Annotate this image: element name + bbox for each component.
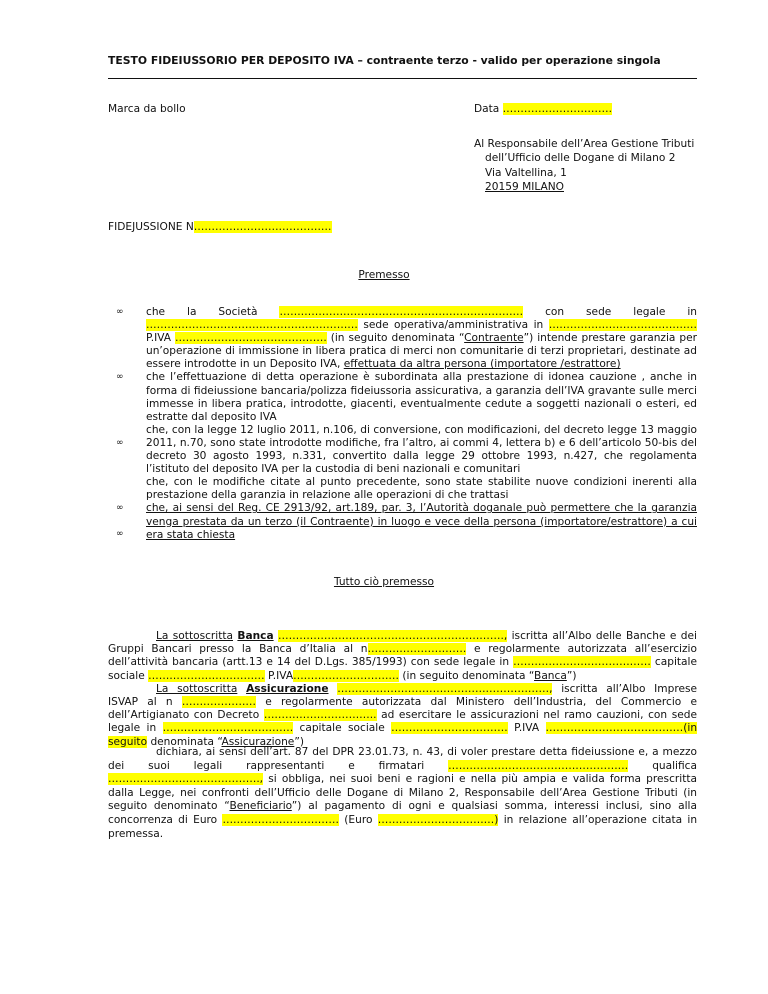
address-line-2: dell’Ufficio delle Dogane di Milano 2: [485, 152, 676, 165]
premesso-list: [146, 306, 697, 542]
premesso-heading: Premesso: [358, 269, 410, 281]
bullet-icon: ∞: [116, 438, 124, 448]
banca-sede-field[interactable]: …………………………………: [513, 656, 651, 669]
bullet-icon: ∞: [116, 307, 124, 317]
date-field[interactable]: ………………………….: [502, 103, 612, 115]
bullet-icon: ∞: [116, 503, 124, 513]
sede-legale-field[interactable]: ……………………………………………………: [146, 319, 358, 332]
fidejussione-number-field[interactable]: …………………………………: [193, 221, 332, 233]
document-title: TESTO FIDEIUSSORIO PER DEPOSITO IVA – contraente terzo - valido per operazione singola: [108, 54, 661, 67]
address-line-3: Via Valtellina, 1: [485, 166, 567, 179]
bullet-icon: ∞: [116, 372, 124, 382]
assic-sede-field[interactable]: ……………………………….: [162, 722, 294, 735]
societa-field[interactable]: ……………………………………………………………: [279, 306, 524, 318]
tutto-premesso-heading: Tutto ciò premesso: [333, 576, 435, 588]
premesso-item-5: che, ai sensi del Reg. CE 2913/92, art.189, par. 3, l’Autorità doganale può permettere che la garanzia venga prestata da un terzo (il Contraente) in luogo e vece della persona (importatore/estrattore) a cui era stata chiesta: [146, 502, 697, 541]
premesso-item-1: che la Società …………………………………………………………… con sede legale in …………………………………………………… sede operativa/amministrativa in …………………………………… P.IVA ……………………………………. (in seguito denominata “Contraente”) intende prestare garanzia per un’operazione di immissione in libera pratica di merci non comunitarie di terzi proprietari, destinate ad essere introdotte in un Deposito IVA, effettuata da altra persona (importatore /estrattore): [146, 306, 698, 371]
sede-operativa-field[interactable]: ……………………………………: [548, 319, 698, 332]
date-label: Data: [474, 103, 500, 115]
dichiarazione-paragraph: dichiara, ai sensi dell’art. 87 del DPR 23.01.73, n. 43, di voler prestare detta fideiussione e, a mezzo dei suoi legali rappresentanti e firmatari …………………………………………… qualifica ……………………………………., si obbliga, nei suoi beni e ragioni e nella più ampia e valida forma prescritta dalla Legge, nei confronti dell’Ufficio delle Dogane di Milano 2, Responsabile dell’Area Gestione Tributi (in seguito denominato “Beneficiario”) al pagamento di ogni e qualsiasi somma, interessi inclusi, sino alla concorrenza di Euro …………………………… (Euro ……………………………) in relazione all’operazione citata in premessa.: [108, 746, 698, 840]
marca-da-bollo: Marca da bollo: [108, 103, 186, 115]
address-line-1: Al Responsabile dell’Area Gestione Tributi: [474, 138, 695, 150]
title-rule: [108, 78, 697, 79]
bullet-icon: ∞: [116, 529, 124, 539]
firmatari-field[interactable]: ……………………………………………: [448, 759, 629, 772]
assic-capitale-field[interactable]: ……………………………: [391, 722, 508, 735]
banca-assicurazione-paragraph: [108, 630, 697, 749]
assic-piva-field[interactable]: …………………………………(in seguito: [108, 722, 698, 748]
premesso-item-2: che l’effettuazione di detta operazione è subordinata alla prestazione di idonea cauzione , anche in forma di fideiussione bancaria/polizza fideiussoria assicurativa, a garanzia dell’IVA gravante sulle merci immesse in libera pratica, introdotte, giacenti, eventualmente cedute a soggetti nazionali o esteri, ed estratte dal deposito IVA: [146, 371, 697, 423]
assic-decreto-field[interactable]: …………………………..: [263, 709, 377, 722]
importo-lettere-field[interactable]: ……………………………): [377, 813, 499, 826]
address-line-4: 20159 MILANO: [485, 180, 564, 193]
piva-field[interactable]: …………………………………….: [175, 332, 327, 345]
banca-name-field[interactable]: ……………………………………………………….,: [278, 630, 508, 642]
date-line: [474, 103, 612, 115]
banca-capitale-field[interactable]: ……………………………: [148, 669, 265, 682]
assic-name-field[interactable]: ……………………………………………………,: [337, 682, 553, 695]
fidejussione-number: FIDEJUSSIONE N…………………………………: [108, 221, 332, 233]
premesso-item-4: che, con le modifiche citate al punto precedente, sono state stabilite nuove condizioni inerenti alla prestazione della garanzia in relazione alle operazioni di che trattasi: [146, 476, 697, 502]
recipient-address: [474, 137, 694, 194]
banca-clause: La sottoscritta Banca ………………………………………………………., iscritta all’Albo delle Banche e dei Gruppi Bancari presso la Banca d’Italia al n………………………. e regolarmente autorizzata all’esercizio dell’attività bancaria (artt.13 e 14 del D.Lgs. 385/1993) con sede legale in ………………………………… capitale sociale …………………………… P.IVA………………………… (in seguito denominata “Banca”): [108, 630, 697, 682]
importo-euro-field[interactable]: ……………………………: [222, 813, 339, 826]
assic-isvap-field[interactable]: …………………: [181, 696, 257, 709]
assicurazione-clause: La sottoscritta Assicurazione ……………………………………………………, iscritta all’Albo Imprese ISVAP al n ………………… e regolarmente autorizzata dal Ministero dell’Industria, del Commercio e dell’Artigianato con Decreto ………………………….. ad esercitare le assicurazioni nel ramo cauzioni, con sede legale in ………………………………. capitale sociale …………………………… P.IVA …………………………………(in seguito denominata “Assicurazione”): [108, 682, 698, 748]
banca-albo-field[interactable]: ……………………….: [367, 643, 467, 656]
banca-piva-field[interactable]: …………………………: [293, 669, 399, 682]
qualifica-field[interactable]: …………………………………….,: [108, 773, 264, 786]
premesso-item-3: che, con la legge 12 luglio 2011, n.106, di conversione, con modificazioni, del decreto legge 13 maggio 2011, n.70, sono state introdotte modifiche, fra l’altro, ai commi 4, lettera b) e 6 dell’articolo 50-bis del decreto 30 agosto 1993, n.331, convertito dalla legge 29 ottobre 1993, n.427, che regolamenta l’istituto del deposito IVA per la custodia di beni nazionali e comunitari: [146, 423, 697, 476]
